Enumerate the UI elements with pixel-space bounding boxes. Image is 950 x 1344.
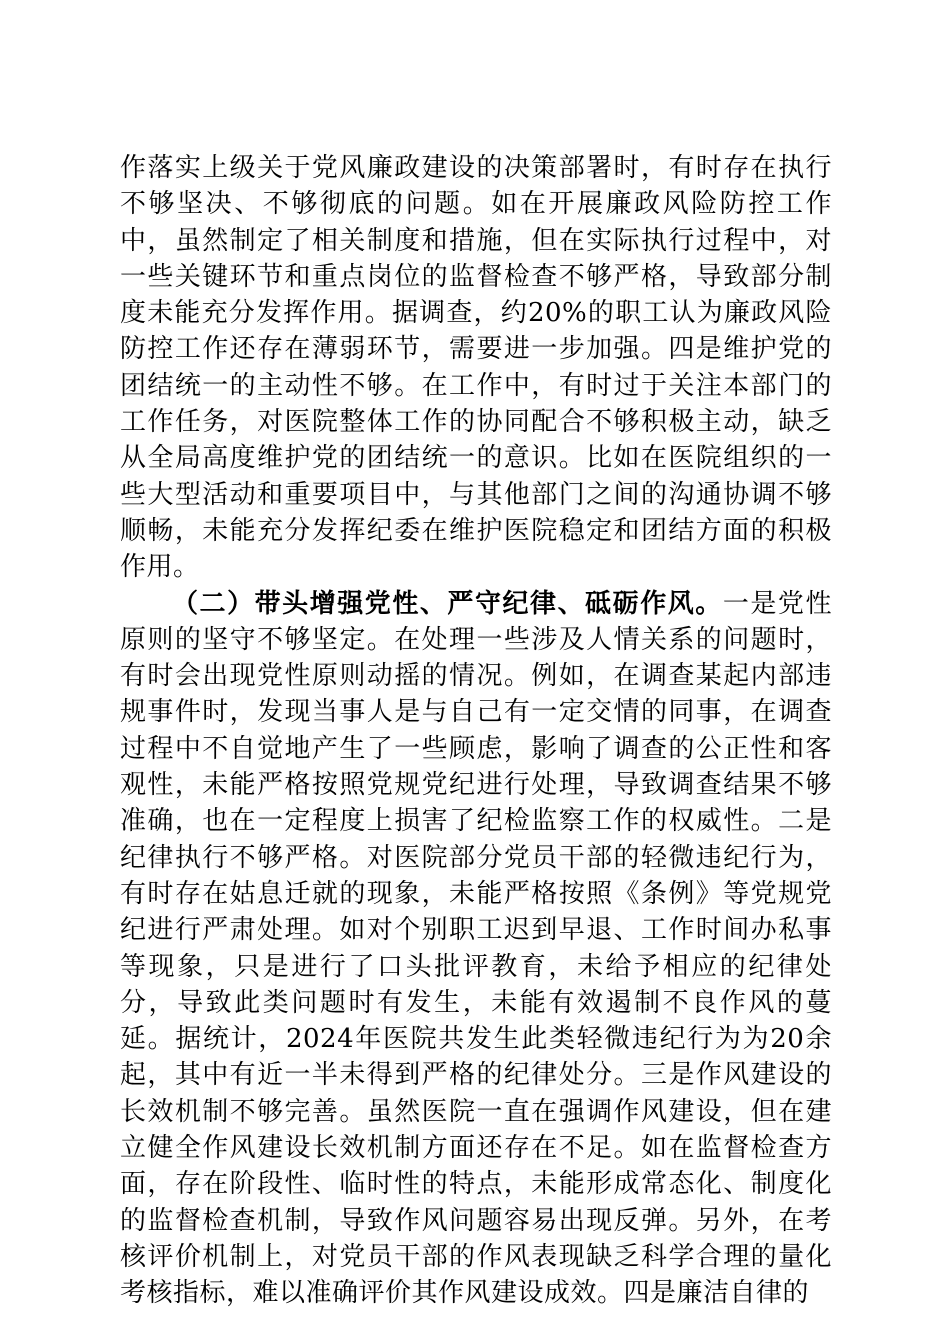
document-body bbox=[120, 150, 832, 1312]
paragraph-continuation: 作落实上级关于党风廉政建设的决策部署时，有时存在执行不够坚决、不够彻底的问题。如在开展廉政风险防控工作中，虽然制定了相关制度和措施，但在实际执行过程中，对一些关键环节和重点岗位的监督检查不够严格，导致部分制度未能充分发挥作用。据调查，约20%的职工认为廉政风险防控工作还存在薄弱环节，需要进一步加强。四是维护党的团结统一的主动性不够。在工作中，有时过于关注本部门的工作任务，对医院整体工作的协同配合不够积极主动，缺乏从全局高度维护党的团结统一的意识。比如在医院组织的一些大型活动和重要项目中，与其他部门之间的沟通协调不够顺畅，未能充分发挥纪委在维护医院稳定和团结方面的积极作用。 bbox=[120, 153, 832, 583]
section-body-text: 一是党性原则的坚守不够坚定。在处理一些涉及人情关系的问题时，有时会出现党性原则动摇的情况。例如，在调查某起内部违规事件时，发现当事人是与自己有一定交情的同事，在调查过程中不自觉地产生了一些顾虑，影响了调查的公正性和客观性，未能严格按照党规党纪进行处理，导致调查结果不够准确，也在一定程度上损害了纪检监察工作的权威性。二是纪律执行不够严格。对医院部分党员干部的轻微违纪行为，有时存在姑息迁就的现象，未能严格按照《条例》等党规党纪进行严肃处理。如对个别职工迟到早退、工作时间办私事等现象，只是进行了口头批评教育，未给予相应的纪律处分，导致此类问题时有发生，未能有效遏制不良作风的蔓延。据统计，2024年医院共发生此类轻微违纪行为为20余起，其中有近一半未得到严格的纪律处分。三是作风建设的长效机制不够完善。虽然医院一直在强调作风建设，但在建立健全作风建设长效机制方面还存在不足。如在监督检查方面，存在阶段性、临时性的特点，未能形成常态化、制度化的监督检查机制，导致作风问题容易出现反弹。另外，在考核评价机制上，对党员干部的作风表现缺乏科学合理的量化考核指标，难以准确评价其作风建设成效。四是廉洁自律的 bbox=[120, 588, 832, 1309]
section-heading: （二）带头增强党性、严守纪律、砥砺作风。 bbox=[172, 588, 723, 619]
paragraph-section-two bbox=[120, 586, 832, 1312]
